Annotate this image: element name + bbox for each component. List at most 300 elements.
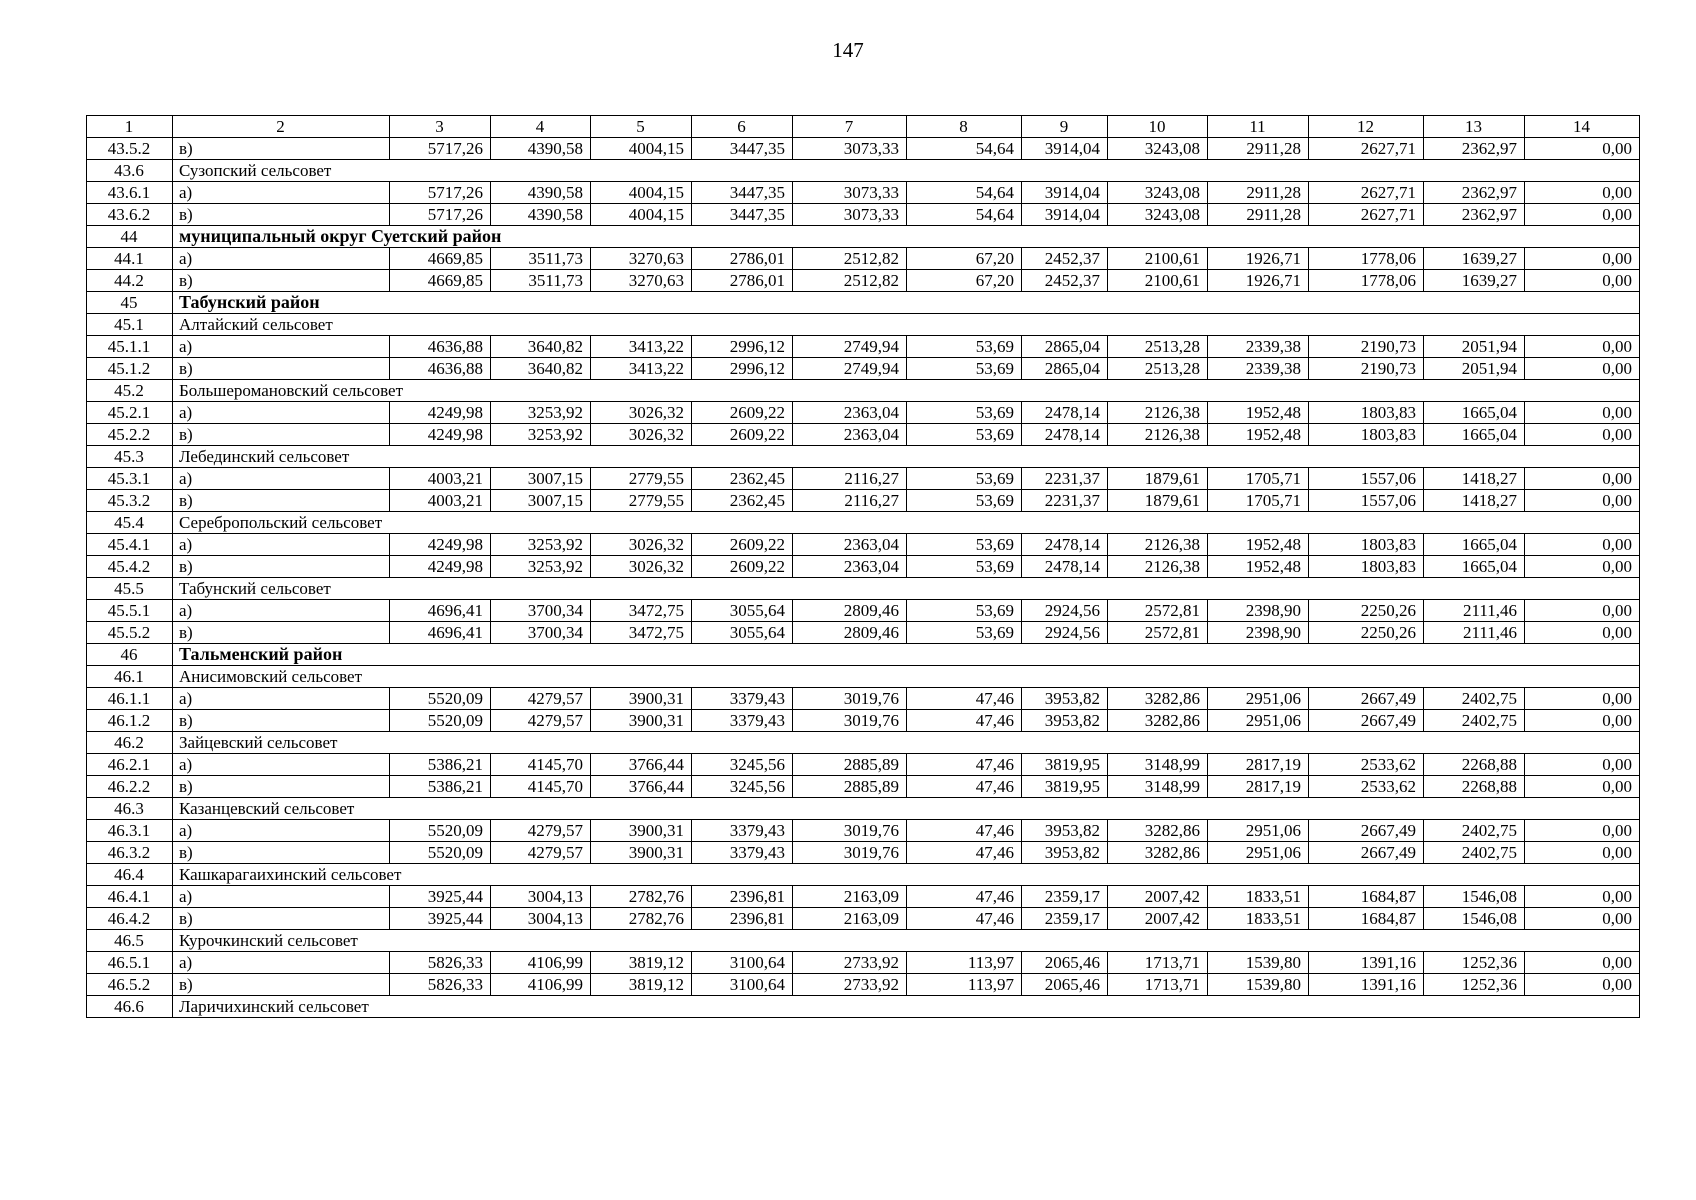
council-row [87, 380, 1640, 402]
value-cell: 4003,21 [390, 490, 491, 512]
row-index: 45 [87, 292, 173, 314]
value-cell: 2363,04 [793, 402, 907, 424]
row-label: а) [173, 402, 390, 424]
value-cell: 4279,57 [491, 688, 591, 710]
value-cell: 113,97 [907, 974, 1022, 996]
value-cell: 3819,95 [1022, 754, 1108, 776]
value-cell: 3253,92 [491, 402, 591, 424]
value-cell: 4636,88 [390, 336, 491, 358]
value-cell: 3245,56 [692, 776, 793, 798]
table-body [87, 116, 1640, 1018]
value-cell: 3914,04 [1022, 204, 1108, 226]
value-cell: 2951,06 [1208, 842, 1309, 864]
value-cell: 67,20 [907, 270, 1022, 292]
value-cell: 2190,73 [1309, 336, 1424, 358]
value-cell: 1665,04 [1424, 424, 1525, 446]
row-index: 46.1.1 [87, 688, 173, 710]
value-cell: 3379,43 [692, 820, 793, 842]
value-cell: 1665,04 [1424, 402, 1525, 424]
value-cell: 2667,49 [1309, 688, 1424, 710]
row-index: 45.4.2 [87, 556, 173, 578]
council-name: Казанцевский сельсовет [173, 798, 1640, 820]
column-number-cell: 3 [390, 116, 491, 138]
value-cell: 2065,46 [1022, 974, 1108, 996]
council-name: Кашкарагаихинский сельсовет [173, 864, 1640, 886]
value-cell: 1705,71 [1208, 468, 1309, 490]
council-name: Лебединский сельсовет [173, 446, 1640, 468]
value-cell: 1252,36 [1424, 974, 1525, 996]
value-cell: 4145,70 [491, 776, 591, 798]
value-cell: 3245,56 [692, 754, 793, 776]
row-index: 45.2 [87, 380, 173, 402]
value-cell: 1926,71 [1208, 270, 1309, 292]
value-cell: 3007,15 [491, 490, 591, 512]
value-cell: 4145,70 [491, 754, 591, 776]
value-cell: 1952,48 [1208, 424, 1309, 446]
value-cell: 1713,71 [1108, 974, 1208, 996]
value-cell: 0,00 [1525, 182, 1640, 204]
value-cell: 1778,06 [1309, 270, 1424, 292]
value-cell: 2362,97 [1424, 182, 1525, 204]
row-index: 46.1.2 [87, 710, 173, 732]
value-cell: 4669,85 [390, 270, 491, 292]
value-cell: 53,69 [907, 336, 1022, 358]
value-cell: 1803,83 [1309, 424, 1424, 446]
value-cell: 3055,64 [692, 622, 793, 644]
value-cell: 53,69 [907, 358, 1022, 380]
value-cell: 1418,27 [1424, 490, 1525, 512]
council-name: Курочкинский сельсовет [173, 930, 1640, 952]
value-cell: 0,00 [1525, 490, 1640, 512]
value-cell: 4696,41 [390, 622, 491, 644]
row-index: 46.6 [87, 996, 173, 1018]
value-cell: 2362,97 [1424, 138, 1525, 160]
value-cell: 2100,61 [1108, 270, 1208, 292]
value-cell: 4696,41 [390, 600, 491, 622]
tariff-table [86, 115, 1640, 1018]
value-cell: 3100,64 [692, 952, 793, 974]
value-cell: 2865,04 [1022, 336, 1108, 358]
value-cell: 0,00 [1525, 556, 1640, 578]
value-cell: 1713,71 [1108, 952, 1208, 974]
value-cell: 1546,08 [1424, 908, 1525, 930]
table-row [87, 402, 1640, 424]
value-cell: 3472,75 [591, 622, 692, 644]
value-cell: 2402,75 [1424, 688, 1525, 710]
value-cell: 0,00 [1525, 270, 1640, 292]
value-cell: 2809,46 [793, 622, 907, 644]
value-cell: 0,00 [1525, 688, 1640, 710]
value-cell: 2667,49 [1309, 842, 1424, 864]
table-row [87, 952, 1640, 974]
council-row [87, 732, 1640, 754]
value-cell: 1557,06 [1309, 468, 1424, 490]
value-cell: 47,46 [907, 710, 1022, 732]
row-index: 46.5 [87, 930, 173, 952]
value-cell: 2111,46 [1424, 600, 1525, 622]
column-number-cell: 10 [1108, 116, 1208, 138]
value-cell: 3640,82 [491, 336, 591, 358]
row-label: а) [173, 248, 390, 270]
value-cell: 2911,28 [1208, 182, 1309, 204]
value-cell: 3700,34 [491, 622, 591, 644]
table-row [87, 248, 1640, 270]
row-index: 45.1 [87, 314, 173, 336]
value-cell: 3100,64 [692, 974, 793, 996]
council-name: Ларичихинский сельсовет [173, 996, 1640, 1018]
value-cell: 3379,43 [692, 688, 793, 710]
value-cell: 2362,97 [1424, 204, 1525, 226]
value-cell: 2513,28 [1108, 336, 1208, 358]
value-cell: 2627,71 [1309, 204, 1424, 226]
row-label: а) [173, 534, 390, 556]
value-cell: 1833,51 [1208, 886, 1309, 908]
value-cell: 2359,17 [1022, 908, 1108, 930]
value-cell: 2817,19 [1208, 776, 1309, 798]
district-row [87, 292, 1640, 314]
value-cell: 2809,46 [793, 600, 907, 622]
value-cell: 3282,86 [1108, 842, 1208, 864]
row-index: 46.4.2 [87, 908, 173, 930]
value-cell: 4390,58 [491, 182, 591, 204]
row-index: 45.1.2 [87, 358, 173, 380]
row-index: 45.4.1 [87, 534, 173, 556]
value-cell: 0,00 [1525, 336, 1640, 358]
row-label: в) [173, 490, 390, 512]
value-cell: 2779,55 [591, 490, 692, 512]
value-cell: 4249,98 [390, 556, 491, 578]
value-cell: 2609,22 [692, 534, 793, 556]
value-cell: 0,00 [1525, 402, 1640, 424]
table-row [87, 424, 1640, 446]
value-cell: 3270,63 [591, 270, 692, 292]
value-cell: 2627,71 [1309, 182, 1424, 204]
value-cell: 3243,08 [1108, 138, 1208, 160]
value-cell: 4390,58 [491, 204, 591, 226]
value-cell: 2250,26 [1309, 600, 1424, 622]
row-index: 45.4 [87, 512, 173, 534]
value-cell: 3026,32 [591, 534, 692, 556]
value-cell: 4249,98 [390, 424, 491, 446]
row-index: 45.2.2 [87, 424, 173, 446]
value-cell: 3819,12 [591, 952, 692, 974]
value-cell: 3447,35 [692, 138, 793, 160]
value-cell: 3026,32 [591, 556, 692, 578]
value-cell: 3019,76 [793, 842, 907, 864]
value-cell: 0,00 [1525, 710, 1640, 732]
council-row [87, 996, 1640, 1018]
value-cell: 2924,56 [1022, 622, 1108, 644]
value-cell: 3700,34 [491, 600, 591, 622]
column-number-cell: 9 [1022, 116, 1108, 138]
value-cell: 4004,15 [591, 182, 692, 204]
row-label: в) [173, 776, 390, 798]
row-label: в) [173, 908, 390, 930]
value-cell: 3900,31 [591, 820, 692, 842]
value-cell: 3253,92 [491, 556, 591, 578]
value-cell: 3766,44 [591, 754, 692, 776]
council-name: Большеромановский сельсовет [173, 380, 1640, 402]
value-cell: 5520,09 [390, 710, 491, 732]
value-cell: 2268,88 [1424, 754, 1525, 776]
row-label: в) [173, 204, 390, 226]
value-cell: 2007,42 [1108, 886, 1208, 908]
value-cell: 2126,38 [1108, 424, 1208, 446]
row-label: в) [173, 974, 390, 996]
value-cell: 2231,37 [1022, 468, 1108, 490]
council-name: Табунский сельсовет [173, 578, 1640, 600]
value-cell: 47,46 [907, 754, 1022, 776]
row-label: а) [173, 336, 390, 358]
value-cell: 3004,13 [491, 886, 591, 908]
value-cell: 2749,94 [793, 336, 907, 358]
table-row [87, 490, 1640, 512]
row-label: а) [173, 952, 390, 974]
value-cell: 4279,57 [491, 710, 591, 732]
value-cell: 3413,22 [591, 358, 692, 380]
table-row [87, 688, 1640, 710]
value-cell: 2051,94 [1424, 358, 1525, 380]
value-cell: 4636,88 [390, 358, 491, 380]
value-cell: 2339,38 [1208, 358, 1309, 380]
value-cell: 2478,14 [1022, 402, 1108, 424]
value-cell: 4004,15 [591, 204, 692, 226]
value-cell: 0,00 [1525, 776, 1640, 798]
value-cell: 3925,44 [390, 908, 491, 930]
value-cell: 1952,48 [1208, 402, 1309, 424]
value-cell: 2951,06 [1208, 820, 1309, 842]
column-number-cell: 12 [1309, 116, 1424, 138]
page-number: 147 [832, 38, 864, 62]
value-cell: 2533,62 [1309, 754, 1424, 776]
value-cell: 1391,16 [1309, 974, 1424, 996]
row-index: 45.3.2 [87, 490, 173, 512]
value-cell: 2627,71 [1309, 138, 1424, 160]
council-name: Серебропольский сельсовет [173, 512, 1640, 534]
district-name: Тальменский район [173, 644, 1640, 666]
row-index: 46.3 [87, 798, 173, 820]
value-cell: 2268,88 [1424, 776, 1525, 798]
council-row [87, 512, 1640, 534]
row-label: в) [173, 358, 390, 380]
value-cell: 4106,99 [491, 974, 591, 996]
table-row [87, 710, 1640, 732]
value-cell: 2163,09 [793, 908, 907, 930]
value-cell: 2339,38 [1208, 336, 1309, 358]
table-row [87, 842, 1640, 864]
value-cell: 3253,92 [491, 534, 591, 556]
column-number-cell: 7 [793, 116, 907, 138]
value-cell: 2817,19 [1208, 754, 1309, 776]
value-cell: 2609,22 [692, 424, 793, 446]
column-number-cell: 14 [1525, 116, 1640, 138]
value-cell: 2911,28 [1208, 204, 1309, 226]
value-cell: 3253,92 [491, 424, 591, 446]
value-cell: 1539,80 [1208, 974, 1309, 996]
council-row [87, 160, 1640, 182]
row-index: 43.6.2 [87, 204, 173, 226]
value-cell: 3900,31 [591, 710, 692, 732]
row-label: в) [173, 424, 390, 446]
value-cell: 0,00 [1525, 842, 1640, 864]
value-cell: 3073,33 [793, 182, 907, 204]
value-cell: 5826,33 [390, 974, 491, 996]
council-name: Алтайский сельсовет [173, 314, 1640, 336]
council-name: Зайцевский сельсовет [173, 732, 1640, 754]
value-cell: 3953,82 [1022, 688, 1108, 710]
value-cell: 2362,45 [692, 490, 793, 512]
value-cell: 2363,04 [793, 534, 907, 556]
value-cell: 53,69 [907, 468, 1022, 490]
value-cell: 1803,83 [1309, 534, 1424, 556]
value-cell: 2065,46 [1022, 952, 1108, 974]
value-cell: 53,69 [907, 622, 1022, 644]
value-cell: 3953,82 [1022, 820, 1108, 842]
value-cell: 2885,89 [793, 754, 907, 776]
value-cell: 2478,14 [1022, 424, 1108, 446]
value-cell: 0,00 [1525, 754, 1640, 776]
value-cell: 3148,99 [1108, 754, 1208, 776]
district-name: муниципальный округ Суетский район [173, 226, 1640, 248]
table-row [87, 138, 1640, 160]
value-cell: 2402,75 [1424, 842, 1525, 864]
value-cell: 2051,94 [1424, 336, 1525, 358]
table-row [87, 886, 1640, 908]
value-cell: 0,00 [1525, 534, 1640, 556]
table-row [87, 754, 1640, 776]
value-cell: 0,00 [1525, 886, 1640, 908]
value-cell: 5717,26 [390, 138, 491, 160]
value-cell: 2478,14 [1022, 556, 1108, 578]
value-cell: 2865,04 [1022, 358, 1108, 380]
value-cell: 2924,56 [1022, 600, 1108, 622]
value-cell: 2452,37 [1022, 248, 1108, 270]
value-cell: 53,69 [907, 556, 1022, 578]
value-cell: 3413,22 [591, 336, 692, 358]
value-cell: 4106,99 [491, 952, 591, 974]
table-row [87, 556, 1640, 578]
value-cell: 5717,26 [390, 182, 491, 204]
district-row [87, 644, 1640, 666]
value-cell: 2126,38 [1108, 556, 1208, 578]
value-cell: 3282,86 [1108, 688, 1208, 710]
value-cell: 3004,13 [491, 908, 591, 930]
row-index: 44 [87, 226, 173, 248]
value-cell: 54,64 [907, 204, 1022, 226]
district-name: Табунский район [173, 292, 1640, 314]
value-cell: 3026,32 [591, 402, 692, 424]
value-cell: 0,00 [1525, 908, 1640, 930]
value-cell: 47,46 [907, 776, 1022, 798]
column-number-cell: 1 [87, 116, 173, 138]
row-index: 43.6.1 [87, 182, 173, 204]
value-cell: 5826,33 [390, 952, 491, 974]
value-cell: 5520,09 [390, 820, 491, 842]
value-cell: 1879,61 [1108, 468, 1208, 490]
value-cell: 2126,38 [1108, 402, 1208, 424]
value-cell: 2231,37 [1022, 490, 1108, 512]
row-index: 46.3.1 [87, 820, 173, 842]
value-cell: 3379,43 [692, 842, 793, 864]
value-cell: 54,64 [907, 138, 1022, 160]
value-cell: 2996,12 [692, 358, 793, 380]
row-index: 45.2.1 [87, 402, 173, 424]
value-cell: 4249,98 [390, 402, 491, 424]
row-label: в) [173, 842, 390, 864]
value-cell: 3819,95 [1022, 776, 1108, 798]
column-number-row [87, 116, 1640, 138]
row-label: а) [173, 468, 390, 490]
row-index: 44.1 [87, 248, 173, 270]
council-row [87, 930, 1640, 952]
value-cell: 2782,76 [591, 886, 692, 908]
row-label: а) [173, 600, 390, 622]
value-cell: 2362,45 [692, 468, 793, 490]
value-cell: 0,00 [1525, 974, 1640, 996]
row-index: 45.3.1 [87, 468, 173, 490]
row-index: 46.3.2 [87, 842, 173, 864]
value-cell: 1803,83 [1309, 556, 1424, 578]
value-cell: 3073,33 [793, 204, 907, 226]
value-cell: 2398,90 [1208, 622, 1309, 644]
value-cell: 3914,04 [1022, 182, 1108, 204]
value-cell: 4279,57 [491, 842, 591, 864]
row-index: 46.4.1 [87, 886, 173, 908]
table-row [87, 358, 1640, 380]
value-cell: 2452,37 [1022, 270, 1108, 292]
council-row [87, 864, 1640, 886]
value-cell: 3055,64 [692, 600, 793, 622]
value-cell: 0,00 [1525, 248, 1640, 270]
column-number-cell: 11 [1208, 116, 1309, 138]
value-cell: 1418,27 [1424, 468, 1525, 490]
value-cell: 1684,87 [1309, 886, 1424, 908]
value-cell: 47,46 [907, 842, 1022, 864]
value-cell: 1665,04 [1424, 556, 1525, 578]
value-cell: 2512,82 [793, 270, 907, 292]
value-cell: 3148,99 [1108, 776, 1208, 798]
value-cell: 2363,04 [793, 424, 907, 446]
council-row [87, 314, 1640, 336]
value-cell: 3282,86 [1108, 820, 1208, 842]
value-cell: 54,64 [907, 182, 1022, 204]
table-row [87, 908, 1640, 930]
table-row [87, 600, 1640, 622]
table-row [87, 204, 1640, 226]
value-cell: 47,46 [907, 886, 1022, 908]
value-cell: 2402,75 [1424, 820, 1525, 842]
row-index: 45.5.2 [87, 622, 173, 644]
row-index: 46 [87, 644, 173, 666]
value-cell: 2111,46 [1424, 622, 1525, 644]
row-index: 43.5.2 [87, 138, 173, 160]
value-cell: 2951,06 [1208, 688, 1309, 710]
value-cell: 2951,06 [1208, 710, 1309, 732]
value-cell: 0,00 [1525, 600, 1640, 622]
row-index: 45.1.1 [87, 336, 173, 358]
value-cell: 2572,81 [1108, 622, 1208, 644]
value-cell: 47,46 [907, 820, 1022, 842]
value-cell: 2749,94 [793, 358, 907, 380]
value-cell: 2786,01 [692, 270, 793, 292]
value-cell: 1665,04 [1424, 534, 1525, 556]
row-label: в) [173, 556, 390, 578]
value-cell: 5386,21 [390, 776, 491, 798]
value-cell: 2396,81 [692, 908, 793, 930]
row-index: 46.5.1 [87, 952, 173, 974]
value-cell: 4004,15 [591, 138, 692, 160]
row-index: 46.2 [87, 732, 173, 754]
